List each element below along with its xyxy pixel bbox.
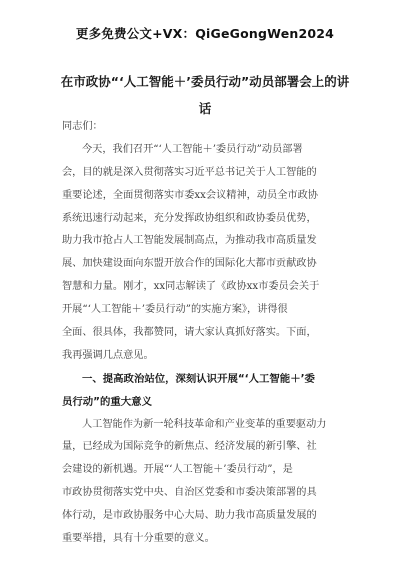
text-line: 会，目的就是深入贯彻落实习近平总书记关于人工智能的 xyxy=(62,166,317,178)
text-line: 体行动，是市政协服务中心大局、助力我市高质量发展的 xyxy=(62,510,317,522)
text-line: 会建设的新机遇。开展“‘人工智能＋’委员行动”，是 xyxy=(62,464,293,476)
text-line: 今天，我们召开“‘人工智能＋’委员行动”动员部署 xyxy=(82,143,303,155)
title-line: 话 xyxy=(198,101,212,116)
title-line: 在市政协“‘人工智能＋’委员行动”动员部署会上的讲 xyxy=(60,74,350,89)
text-line: 重要论述，全面贯彻落实市委xx会议精神，动员全市政协 xyxy=(62,189,318,201)
text-line: 我再强调几点意见。 xyxy=(62,349,154,361)
heading-line: 一、提高政治站位，深刻认识开展“‘人工智能＋’委 xyxy=(82,372,315,385)
heading-line: 员行动”的重大意义 xyxy=(62,395,152,408)
section-heading xyxy=(62,368,354,414)
salutation: 同志们： xyxy=(62,121,103,132)
document-body xyxy=(62,116,354,551)
text-line: 人工智能作为新一轮科技革命和产业变革的重要驱动力 xyxy=(82,418,327,430)
text-line: 助力我市抢占人工智能发展制高点，为推动我市高质量发 xyxy=(62,235,317,247)
paragraph xyxy=(62,414,354,551)
paragraph xyxy=(62,139,354,368)
text-line: 量，已经成为国际竞争的新焦点、经济发展的新引擎、社 xyxy=(62,441,317,453)
text-line: 开展“‘人工智能＋’委员行动”的实施方案》，讲得很 xyxy=(62,304,288,316)
text-line: 系统迅速行动起来，充分发挥政协组织和政协委员优势， xyxy=(62,212,317,224)
text-line: 展、加快建设面向东盟开放合作的国际化大都市贡献政协 xyxy=(62,258,317,270)
text-line: 市政协贯彻落实党中央、自治区党委和市委决策部署的具 xyxy=(62,487,317,499)
text-line: 重要举措，具有十分重要的意义。 xyxy=(62,533,215,545)
text-line: 智慧和力量。刚才，xx同志解读了《政协xx市委员会关于 xyxy=(62,281,320,293)
document-title xyxy=(60,68,350,122)
promo-banner: 更多免费公文+VX：QiGeGongWen2024 xyxy=(75,26,335,41)
text-line: 全面、很具体，我都赞同，请大家认真抓好落实。下面， xyxy=(62,327,317,339)
